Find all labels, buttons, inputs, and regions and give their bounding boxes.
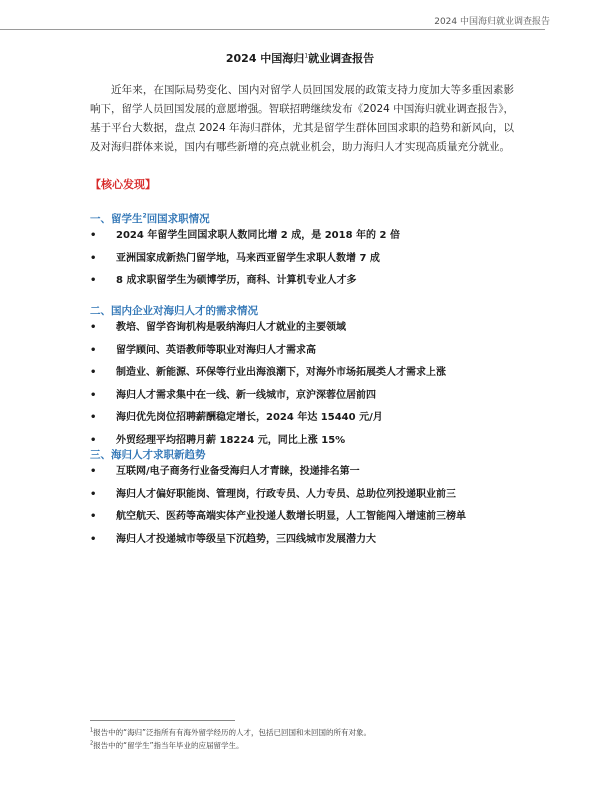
section-3-list xyxy=(90,461,530,551)
list-item: • 互联网/电子商务行业备受海归人才青睐，投递排名第一 xyxy=(90,461,530,484)
section-heading-footnote-mark: 2 xyxy=(142,212,147,220)
section-heading-text: 一、留学生 xyxy=(90,213,143,225)
title-suffix: 就业调查报告 xyxy=(308,52,375,65)
section-2-list xyxy=(90,317,530,452)
list-item: • 海归人才投递城市等级呈下沉趋势，三四线城市发展潜力大 xyxy=(90,529,530,552)
list-item: • 海归人才偏好职能岗、管理岗，行政专员、人力专员、总助位列投递职业前三 xyxy=(90,484,530,507)
list-item: • 航空航天、医药等高端实体产业投递人数增长明显，人工智能闯入增速前三榜单 xyxy=(90,506,530,529)
list-item: • 留学顾问、英语教师等职业对海归人才需求高 xyxy=(90,340,530,363)
running-header: 2024 中国海归就业调查报告 xyxy=(434,17,550,27)
title-footnote-mark: 1 xyxy=(304,52,309,60)
intro-paragraph: 近年来，在国际局势变化、国内对留学人员回国发展的政策支持力度加大等多重因素影响下，留学人员回国发展的意愿增强。智联招聘继续发布《2024 中国海归就业调查报告》，基于平台大数据，盘点 2024 年海归群体，尤其是留学生群体回国求职的趋势和新风向，以及对海归群体来说，国内有哪些新增的亮点就业机会，助力海归人才实现高质量充分就业。 xyxy=(90,84,514,153)
footnote-text: 报告中的“留学生”指当年毕业的应届留学生。 xyxy=(93,741,244,750)
section-heading-1 xyxy=(90,211,210,226)
footnote-mark: 1 xyxy=(90,727,94,734)
list-item: • 8 成求职留学生为硕博学历，商科、计算机专业人才多 xyxy=(90,270,530,293)
section-heading-suffix: 回国求职情况 xyxy=(146,213,210,225)
footnote-1 xyxy=(90,727,371,738)
title-text: 2024 中国海归 xyxy=(225,52,305,65)
list-item: • 制造业、新能源、环保等行业出海浪潮下，对海外市场拓展类人才需求上涨 xyxy=(90,362,530,385)
list-item: • 海归优先岗位招聘薪酬稳定增长，2024 年达 15440 元/月 xyxy=(90,407,530,430)
list-item: • 教培、留学咨询机构是吸纳海归人才就业的主要领域 xyxy=(90,317,530,340)
footnote-mark: 2 xyxy=(90,740,94,747)
header-divider xyxy=(0,29,545,30)
section-heading-3: 三、海归人才求职新趋势 xyxy=(90,449,206,461)
list-item: • 亚洲国家成新热门留学地，马来西亚留学生求职人数增 7 成 xyxy=(90,248,530,271)
list-item: • 2024 年留学生回国求职人数同比增 2 成，是 2018 年的 2 倍 xyxy=(90,225,530,248)
section-1-list xyxy=(90,225,530,293)
list-item: • 海归人才需求集中在一线、新一线城市，京沪深蓉位居前四 xyxy=(90,385,530,408)
footnote-text: 报告中的“海归”泛指所有有海外留学经历的人才，包括已回国和未回国的所有对象。 xyxy=(93,728,371,737)
footnote-2 xyxy=(90,740,243,751)
footnote-divider xyxy=(90,720,235,721)
section-heading-2: 二、国内企业对海归人才的需求情况 xyxy=(90,305,258,317)
key-findings-label: 【核心发现】 xyxy=(90,178,156,191)
list-item: • 外贸经理平均招聘月薪 18224 元，同比上涨 15% xyxy=(90,430,530,453)
document-title xyxy=(0,50,600,66)
